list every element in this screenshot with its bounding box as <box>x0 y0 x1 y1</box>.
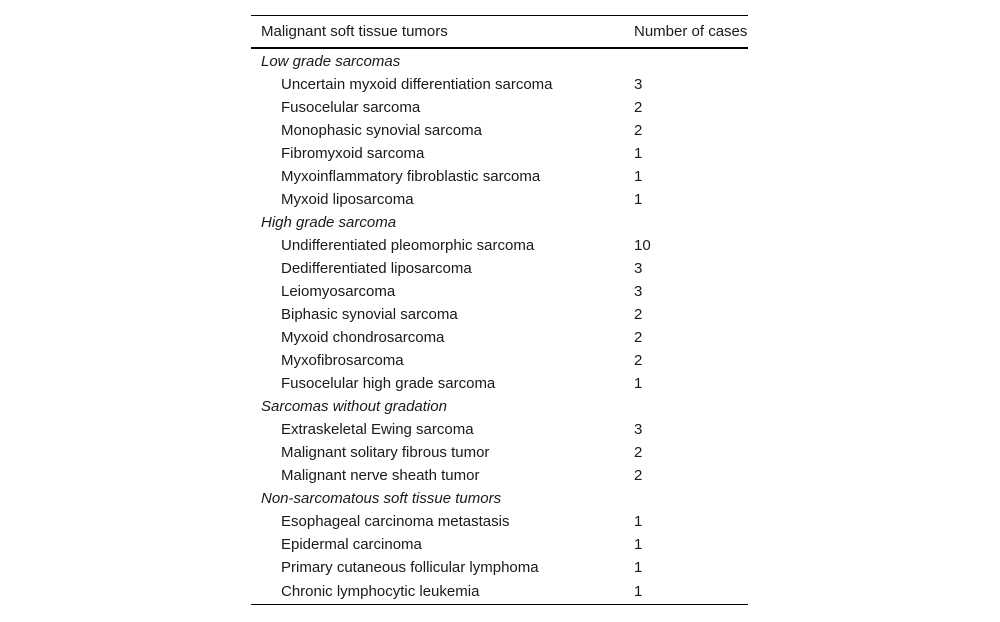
table-row <box>251 165 748 188</box>
tumor-name-cell: Leiomyosarcoma <box>281 283 396 300</box>
tumor-name-cell: Myxofibrosarcoma <box>281 352 404 369</box>
case-count-cell: 1 <box>634 375 643 392</box>
tumor-name-cell: Extraskeletal Ewing sarcoma <box>281 421 474 438</box>
case-count-cell: 1 <box>634 145 643 162</box>
tumor-name-cell: Myxoid chondrosarcoma <box>281 329 445 346</box>
table-row <box>251 533 748 556</box>
tumor-name-cell: Myxoid liposarcoma <box>281 191 414 208</box>
tumor-name-cell: Monophasic synovial sarcoma <box>281 122 482 139</box>
table-row <box>251 441 748 464</box>
table-row <box>251 303 748 326</box>
case-count-cell: 2 <box>634 122 643 139</box>
case-count-cell: 3 <box>634 76 643 93</box>
table-row <box>251 556 748 579</box>
table-row <box>251 349 748 372</box>
case-count-cell: 2 <box>634 467 643 484</box>
tumor-name-cell: Uncertain myxoid differentiation sarcoma <box>281 76 553 93</box>
group-row <box>251 48 748 73</box>
group-row <box>251 211 748 234</box>
case-count-cell: 2 <box>634 99 643 116</box>
tumor-cases-table <box>251 15 748 605</box>
table-row <box>251 73 748 96</box>
tumor-name-cell: Epidermal carcinoma <box>281 536 422 553</box>
table-row <box>251 119 748 142</box>
tumor-name-cell: Malignant nerve sheath tumor <box>281 467 480 484</box>
table-row <box>251 372 748 395</box>
group-count-empty <box>634 487 748 510</box>
table-row <box>251 579 748 605</box>
header-row <box>251 16 748 49</box>
case-count-cell: 1 <box>634 168 643 185</box>
table-row <box>251 280 748 303</box>
case-count-cell: 3 <box>634 260 643 277</box>
case-count-cell: 2 <box>634 329 643 346</box>
tumor-cases-table-container <box>251 15 748 605</box>
tumor-name-cell: Biphasic synovial sarcoma <box>281 306 458 323</box>
group-row <box>251 395 748 418</box>
case-count-cell: 1 <box>634 191 643 208</box>
case-count-cell: 2 <box>634 306 643 323</box>
tumor-name-cell: Esophageal carcinoma metastasis <box>281 513 510 530</box>
table-row <box>251 257 748 280</box>
group-label: Sarcomas without gradation <box>261 398 447 415</box>
case-count-cell: 10 <box>634 237 651 254</box>
case-count-cell: 1 <box>634 559 643 576</box>
case-count-cell: 3 <box>634 421 643 438</box>
group-label: Low grade sarcomas <box>261 53 401 70</box>
group-count-empty <box>634 48 748 73</box>
tumor-name-cell: Malignant solitary fibrous tumor <box>281 444 490 461</box>
table-row <box>251 234 748 257</box>
tumor-name-cell: Chronic lymphocytic leukemia <box>251 579 634 605</box>
group-row <box>251 487 748 510</box>
case-count-cell: 2 <box>634 352 643 369</box>
group-label: High grade sarcoma <box>261 214 397 231</box>
case-count-cell: 3 <box>634 283 643 300</box>
table-row <box>251 188 748 211</box>
table-row <box>251 510 748 533</box>
case-count-cell: 1 <box>634 536 643 553</box>
tumor-name-cell: Primary cutaneous follicular lymphoma <box>281 559 539 576</box>
table-row <box>251 96 748 119</box>
tumor-name-cell: Undifferentiated pleomorphic sarcoma <box>281 237 535 254</box>
group-label: Non-sarcomatous soft tissue tumors <box>261 490 502 507</box>
table-row <box>251 464 748 487</box>
tumor-name-cell: Fusocelular sarcoma <box>281 99 421 116</box>
group-count-empty <box>634 211 748 234</box>
tumor-name-cell: Fusocelular high grade sarcoma <box>281 375 496 392</box>
case-count-cell: 1 <box>634 513 643 530</box>
tumor-name-cell: Myxoinflammatory fibroblastic sarcoma <box>281 168 541 185</box>
table-header <box>251 16 748 49</box>
group-count-empty <box>634 395 748 418</box>
table-body <box>251 48 748 605</box>
tumor-name-cell: Dedifferentiated liposarcoma <box>281 260 472 277</box>
table-row <box>251 326 748 349</box>
tumor-name-cell: Fibromyxoid sarcoma <box>281 145 425 162</box>
header-number-of-cases: Number of cases <box>634 16 748 49</box>
header-tumor-type: Malignant soft tissue tumors <box>251 16 634 49</box>
table-row <box>251 418 748 441</box>
case-count-cell: 1 <box>634 579 748 605</box>
case-count-cell: 2 <box>634 444 643 461</box>
table-row <box>251 142 748 165</box>
